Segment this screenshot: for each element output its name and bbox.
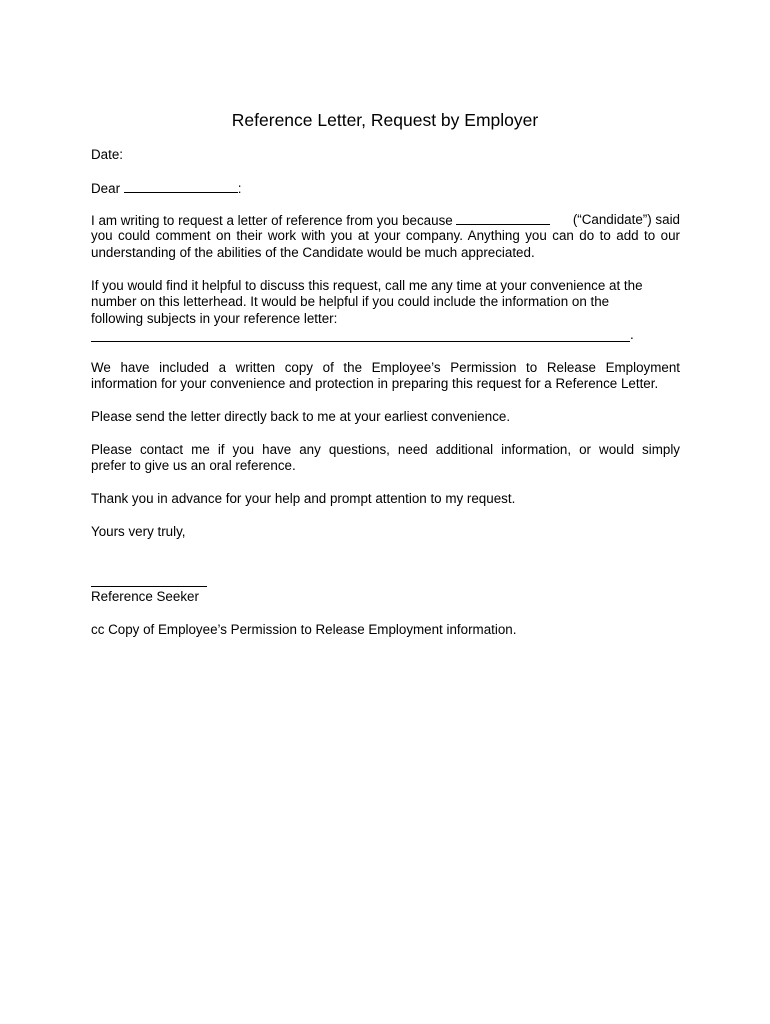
paragraph2-line1: If you would find it helpful to discuss this request, call me any time at your convenience at the <box>91 278 643 293</box>
paragraph1-line1 <box>91 212 680 230</box>
signature-label: Reference Seeker <box>91 589 199 604</box>
paragraph6: Thank you in advance for your help and prompt attention to my request. <box>91 491 516 506</box>
candidate-name-blank[interactable] <box>456 212 550 225</box>
salutation-suffix: : <box>237 181 242 196</box>
closing: Yours very truly, <box>91 524 186 539</box>
paragraph4: Please send the letter directly back to me at your earliest convenience. <box>91 409 511 424</box>
recipient-name-blank[interactable] <box>124 180 238 193</box>
cc-line: cc Copy of Employee’s Permission to Release Employment information. <box>91 622 517 637</box>
paragraph1-line2: you could comment on their work with you at your company. Anything you can do to add to our <box>91 228 680 243</box>
document-title: Reference Letter, Request by Employer <box>231 110 539 130</box>
paragraph1-line1-end: (“Candidate”) said <box>572 212 680 227</box>
salutation-prefix: Dear <box>91 181 121 196</box>
paragraph3-line2: information for your convenience and protection in preparing this request for a Reference Letter. <box>91 376 659 391</box>
paragraph2-line2: number on this letterhead. It would be helpful if you could include the information on the <box>91 294 610 309</box>
salutation <box>91 180 683 198</box>
paragraph2-line3: following subjects in your reference letter: <box>91 311 338 326</box>
paragraph5-line1: Please contact me if you have any questions, need additional information, or would simply <box>91 442 680 457</box>
signature-line[interactable] <box>91 586 207 587</box>
subjects-line-period: . <box>630 327 634 342</box>
paragraph3-line1: We have included a written copy of the Employee’s Permission to Release Employment <box>91 360 680 375</box>
subjects-blank-line[interactable] <box>91 341 630 342</box>
paragraph1-line1-start: I am writing to request a letter of reference from you because <box>91 213 453 228</box>
paragraph1-line3: understanding of the abilities of the Candidate would be much appreciated. <box>91 245 535 260</box>
date-label: Date: <box>91 147 124 162</box>
paragraph5-line2: prefer to give us an oral reference. <box>91 458 296 473</box>
